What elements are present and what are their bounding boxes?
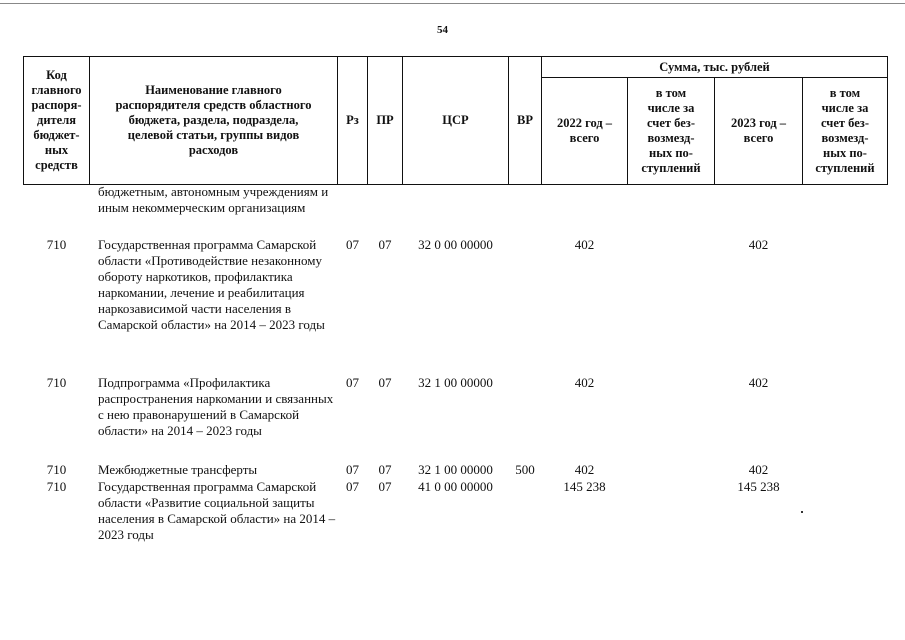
table-row-rz: 07	[346, 479, 359, 494]
table-row-code: 710	[46, 237, 67, 252]
header-sum: Сумма, тыс. рублей	[541, 56, 888, 78]
table-row-2023: 145 238	[737, 479, 780, 494]
header-vr: ВР	[508, 56, 542, 185]
table-row-name: Межбюджетные трансферты	[98, 462, 258, 477]
table-row-vr: 500	[515, 462, 535, 477]
table-row-rz: 07	[346, 237, 359, 252]
table-row-csr: 32 1 00 00000	[418, 462, 493, 477]
header-csr: ЦСР	[402, 56, 509, 185]
table-row-2023: 402	[748, 237, 769, 252]
table-row-name: Государственная программа Самарской области «Развитие социальной защиты населения в Самарской области» на 2014 – 2023 годы	[98, 479, 336, 542]
table-row-csr: 41 0 00 00000	[418, 479, 493, 494]
header-code: Код главного распоря- дителя бюджет- ных средств	[23, 56, 90, 185]
table-row-code: 710	[46, 479, 67, 494]
table-row-csr: 32 1 00 00000	[418, 375, 493, 390]
table-row-name: бюджетным, автономным учреждениям и иным некоммерческим организациям	[98, 184, 329, 215]
table-row-2022: 145 238	[563, 479, 606, 494]
table-row-2023: 402	[748, 462, 769, 477]
page-top-rule	[0, 3, 905, 4]
table-row-name: Подпрограмма «Профилактика распространения наркомании и связанных с нею правонарушений в Самарской области» на 2014 – 2023 годы	[98, 375, 334, 438]
table-row-pr: 07	[378, 479, 392, 494]
table-row-csr: 32 0 00 00000	[418, 237, 493, 252]
header-pr: ПР	[367, 56, 403, 185]
table-row-code: 710	[46, 375, 67, 390]
page-number: 54	[437, 24, 448, 36]
table-row-rz: 07	[346, 462, 359, 477]
table-row-pr: 07	[378, 462, 392, 477]
header-2022-free: в том числе за счет без- возмезд- ных по- ступлений	[627, 77, 715, 185]
table-row-2022: 402	[574, 462, 595, 477]
table-row-code: 710	[46, 462, 67, 477]
table-row-pr: 07	[378, 237, 392, 252]
table-row-2022: 402	[574, 237, 595, 252]
table-row-name: Государственная программа Самарской области «Противодействие незаконному обороту наркотиков, профилактика наркомании, лечение и реабилитация наркозависимой части населения в Самарской области» на 2014 – 2023 годы	[98, 237, 325, 332]
header-2022-total: 2022 год – всего	[541, 77, 628, 185]
header-rz: Рз	[337, 56, 368, 185]
table-row-2023: 402	[748, 375, 769, 390]
header-2023-total: 2023 год – всего	[714, 77, 803, 185]
table-row-pr: 07	[378, 375, 392, 390]
scan-speck	[801, 511, 803, 513]
header-2023-free: в том числе за счет без- возмезд- ных по- ступлений	[802, 77, 888, 185]
table-row-rz: 07	[346, 375, 359, 390]
table-row-2022: 402	[574, 375, 595, 390]
header-name: Наименование главного распорядителя средств областного бюджета, раздела, подраздела, целевой статьи, группы видов расходов	[89, 56, 338, 185]
